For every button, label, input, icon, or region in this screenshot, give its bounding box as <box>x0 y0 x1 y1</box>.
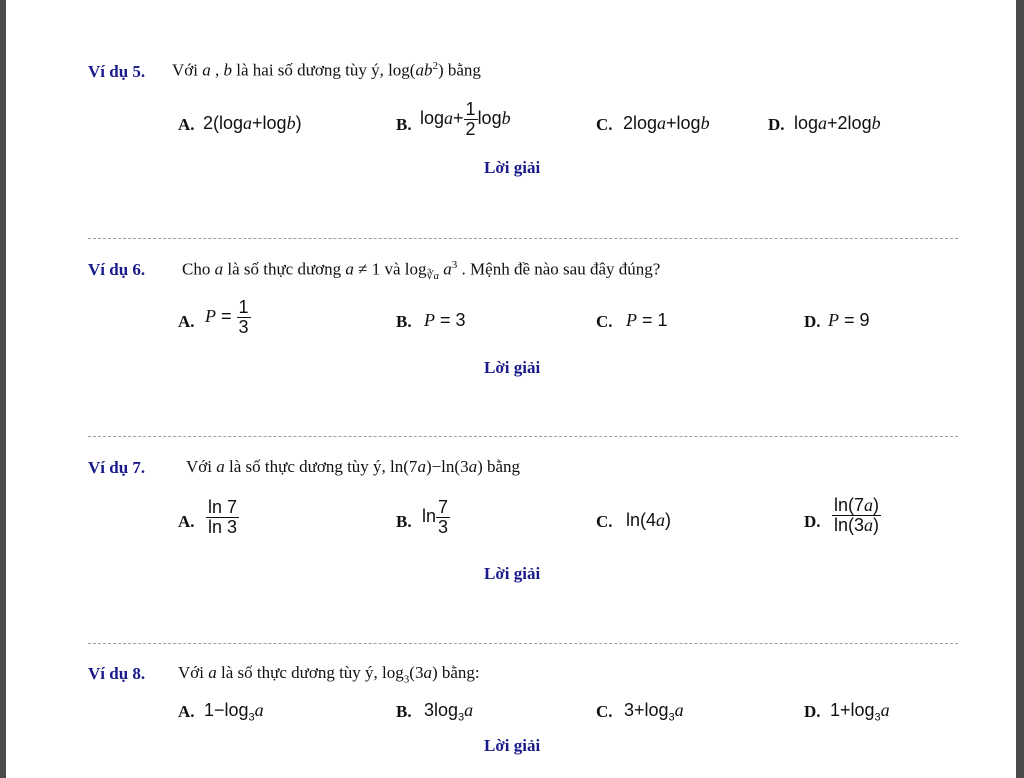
example-7-solution-label: Lời giải <box>484 564 541 583</box>
example-7-option-c-letter: C. <box>596 512 613 531</box>
example-6-option-b: P = 3 <box>424 310 466 330</box>
example-8-question: Với a là số thực dương tùy ý, $\log_3(3a)$ bằng: <box>178 663 480 686</box>
example-7-title: Ví dụ 7. <box>88 458 146 477</box>
example-5-question: Với a , b là hai số dương tùy ý, $\log(ab^2)$ bằng <box>172 60 481 80</box>
example-6-question: Cho a là số thực dương a ≠ 1 và $\log_{∛a} a^3$ . Mệnh đề nào sau đây đúng? <box>182 259 661 283</box>
example-8-solution-label: Lời giải <box>484 736 541 755</box>
example-5-option-b: loga+ $\frac{1}{2}$ logb <box>420 99 511 139</box>
example-8-option-b-letter: B. <box>396 702 412 721</box>
divider <box>88 643 958 644</box>
example-5-title: Ví dụ 5. <box>88 62 146 81</box>
example-5-option-a-letter: A. <box>178 115 195 134</box>
example-6-option-a: P = $\frac{1}{3}$ <box>205 297 249 337</box>
example-5-option-a: 2(loga+logb) <box>203 113 302 133</box>
example-7-option-c: ln(4a) <box>626 510 672 530</box>
example-8-title: Ví dụ 8. <box>88 664 146 683</box>
example-8-option-a: $1-\log_3a$ <box>204 700 264 724</box>
example-6-option-b-letter: B. <box>396 312 412 331</box>
example-5-option-d: loga+2logb <box>794 113 881 133</box>
example-8-option-d-letter: D. <box>804 702 821 721</box>
example-7-option-b: ln $\frac{7}{3}$ <box>422 497 449 537</box>
divider <box>88 436 958 437</box>
example-5-option-d-letter: D. <box>768 115 785 134</box>
example-6-option-c-letter: C. <box>596 312 613 331</box>
example-6-option-a-letter: A. <box>178 312 195 331</box>
example-5-option-c-letter: C. <box>596 115 613 134</box>
example-7-option-b-letter: B. <box>396 512 412 531</box>
example-5-solution-label: Lời giải <box>484 158 541 177</box>
example-7-option-d: $\frac{\ln(7a)}{\ln(3a)}$ <box>834 495 880 535</box>
example-8-option-c-letter: C. <box>596 702 613 721</box>
example-7-question: Với a là số thực dương tùy ý, ln(7a)−ln(3a) bằng <box>186 457 521 476</box>
document-page <box>6 0 1016 778</box>
example-8-option-a-letter: A. <box>178 702 195 721</box>
example-8-option-b: $3\log_3a$ <box>424 700 474 724</box>
example-6-title: Ví dụ 6. <box>88 260 146 279</box>
example-5-option-b-letter: B. <box>396 115 412 134</box>
divider <box>88 238 958 239</box>
example-7-option-d-letter: D. <box>804 512 821 531</box>
example-6-option-d-letter: D. <box>804 312 821 331</box>
example-6-option-d: P = 9 <box>828 310 870 330</box>
example-5-option-c: 2loga+logb <box>623 113 710 133</box>
example-6-option-c: P = 1 <box>626 310 668 330</box>
example-7-option-a-letter: A. <box>178 512 195 531</box>
example-7-option-a: $\frac{\ln 7}{\ln 3}$ <box>208 497 238 537</box>
example-8-option-d: $1+\log_3a$ <box>830 700 890 724</box>
example-6-solution-label: Lời giải <box>484 358 541 377</box>
example-8-option-c: $3+\log_3a$ <box>624 700 684 724</box>
